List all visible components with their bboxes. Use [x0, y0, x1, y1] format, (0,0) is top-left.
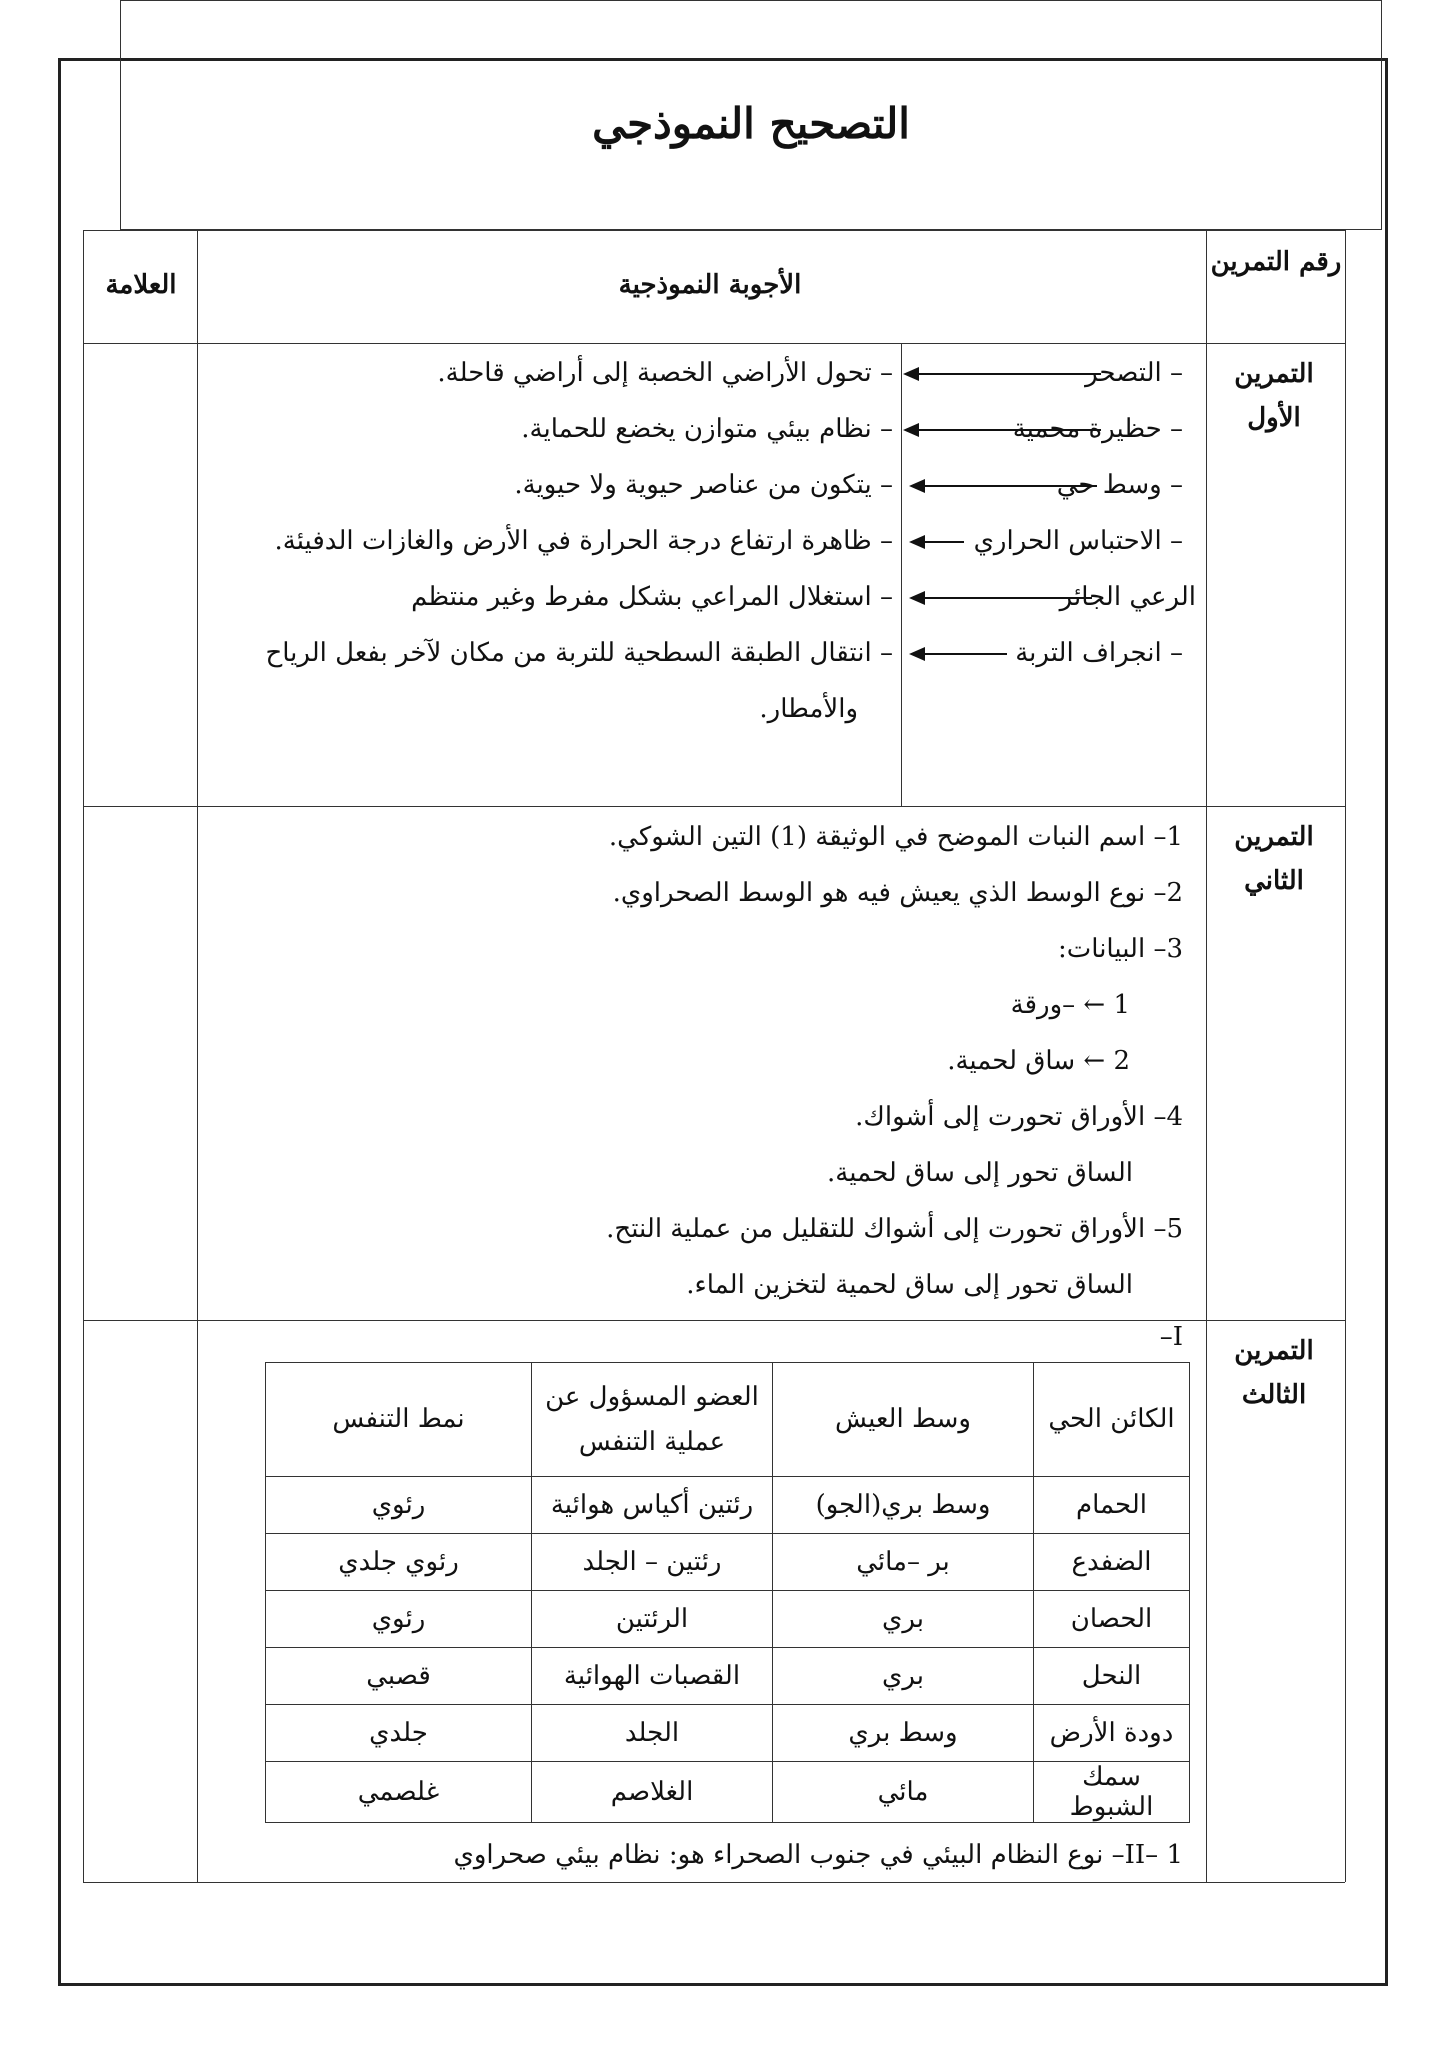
table-cell: غلصمي	[266, 1762, 532, 1823]
ex3-part2: II– 1– نوع النظام البيئي في جنوب الصحراء هو: نظام بيئي صحراوي	[453, 1840, 1183, 1870]
table-row	[266, 1591, 1190, 1648]
table-cell: رئوي جلدي	[266, 1534, 532, 1591]
ex1-definition: – نظام بيئي متوازن يخضع للحماية.	[521, 414, 893, 444]
table-cell: قصبي	[266, 1648, 532, 1705]
table-cell: بري	[773, 1591, 1034, 1648]
grid-line	[83, 806, 1345, 807]
header-exercise-number: رقم التمرين	[1210, 247, 1342, 277]
grid-line	[1206, 230, 1207, 1882]
header-model-answers: الأجوبة النموذجية	[618, 270, 802, 300]
table-cell: رئتين أكياس هوائية	[532, 1477, 773, 1534]
table-cell: دودة الأرض	[1034, 1705, 1190, 1762]
table-cell: رئوي	[266, 1477, 532, 1534]
table-cell: الضفدع	[1034, 1534, 1190, 1591]
grid-line	[901, 343, 902, 806]
table-row	[266, 1477, 1190, 1534]
table-header-cell: نمط التنفس	[266, 1363, 532, 1477]
ex2-line: الساق تحور إلى ساق لحمية.	[827, 1158, 1133, 1188]
table-cell: سمك الشبوط	[1034, 1762, 1190, 1823]
arrow-icon	[912, 597, 1092, 599]
ex1-term: الرعي الجائر	[1059, 582, 1196, 612]
table-cell: وسط بري	[773, 1705, 1034, 1762]
table-row	[266, 1762, 1190, 1823]
table-cell: جلدي	[266, 1705, 532, 1762]
grid-line	[83, 230, 84, 1882]
arrow-icon	[912, 485, 1097, 487]
arrow-icon	[906, 373, 1101, 375]
grid-line	[83, 1882, 1345, 1883]
ex2-line: 3– البيانات:	[1058, 934, 1183, 964]
table-cell: النحل	[1034, 1648, 1190, 1705]
table-cell: رئوي	[266, 1591, 532, 1648]
ex1-definition-continuation: والأمطار.	[759, 694, 858, 724]
grid-line	[83, 230, 1345, 231]
ex1-term: – التصحر	[1085, 358, 1183, 388]
page-title: التصحيح النموذجي	[592, 99, 910, 148]
table-cell: رئتين – الجلد	[532, 1534, 773, 1591]
exercise1-label: التمرين الأول	[1234, 359, 1314, 434]
ex2-line: 1 ← –ورقة	[1010, 990, 1130, 1020]
table-cell: الحمام	[1034, 1477, 1190, 1534]
table-cell: بري	[773, 1648, 1034, 1705]
table-header-row	[266, 1363, 1190, 1477]
table-cell: القصبات الهوائية	[532, 1648, 773, 1705]
table-header-cell: العضو المسؤول عن عملية التنفس	[532, 1363, 773, 1477]
table-cell: الحصان	[1034, 1591, 1190, 1648]
ex2-line: 2– نوع الوسط الذي يعيش فيه هو الوسط الصحراوي.	[612, 878, 1183, 908]
ex2-line: 5– الأوراق تحورت إلى أشواك للتقليل من عملية النتح.	[606, 1214, 1183, 1244]
ex2-line: 1– اسم النبات الموضح في الوثيقة (1) التين الشوكي.	[608, 822, 1183, 852]
table-cell: الرئتين	[532, 1591, 773, 1648]
table-cell: الغلاصم	[532, 1762, 773, 1823]
ex1-term: – وسط حي	[1056, 470, 1183, 500]
ex2-line: 2 ← ساق لحمية.	[947, 1046, 1130, 1076]
header-mark: العلامة	[105, 270, 177, 300]
ex1-term: – انجراف التربة	[1015, 638, 1183, 668]
table-cell: مائي	[773, 1762, 1034, 1823]
table-cell: وسط بري(الجو)	[773, 1477, 1034, 1534]
table-row	[266, 1648, 1190, 1705]
grid-line	[83, 343, 1345, 344]
ex1-term: – حظيرة محمية	[1012, 414, 1183, 444]
ex1-definition: – يتكون من عناصر حيوية ولا حيوية.	[514, 470, 893, 500]
arrow-icon	[906, 429, 1101, 431]
exercise3-label: التمرين الثالث	[1234, 1336, 1314, 1411]
ex1-term: – الاحتباس الحراري	[973, 526, 1183, 556]
grid-line	[83, 1320, 1345, 1321]
ex1-definition: – ظاهرة ارتفاع درجة الحرارة في الأرض والغازات الدفيئة.	[274, 526, 893, 556]
table-row	[266, 1534, 1190, 1591]
ex1-definition: – تحول الأراضي الخصبة إلى أراضي قاحلة.	[437, 358, 893, 388]
ex1-definition: – انتقال الطبقة السطحية للتربة من مكان لآخر بفعل الرياح	[265, 638, 893, 668]
table-cell: بر –مائي	[773, 1534, 1034, 1591]
title-box	[120, 0, 1382, 230]
grid-line	[1345, 230, 1346, 1882]
grid-line	[197, 230, 198, 1882]
respiration-table	[265, 1362, 1190, 1823]
table-header-cell: الكائن الحي	[1034, 1363, 1190, 1477]
arrow-icon	[912, 653, 1007, 655]
ex3-part1-label: I–	[1159, 1322, 1183, 1352]
table-header-cell: وسط العيش	[773, 1363, 1034, 1477]
table-cell: الجلد	[532, 1705, 773, 1762]
ex2-line: الساق تحور إلى ساق لحمية لتخزين الماء.	[686, 1270, 1133, 1300]
exercise2-label: التمرين الثاني	[1234, 822, 1314, 897]
ex1-definition: – استغلال المراعي بشكل مفرط وغير منتظم	[411, 582, 893, 612]
table-row	[266, 1705, 1190, 1762]
arrow-icon	[912, 541, 964, 543]
ex2-line: 4– الأوراق تحورت إلى أشواك.	[855, 1102, 1183, 1132]
